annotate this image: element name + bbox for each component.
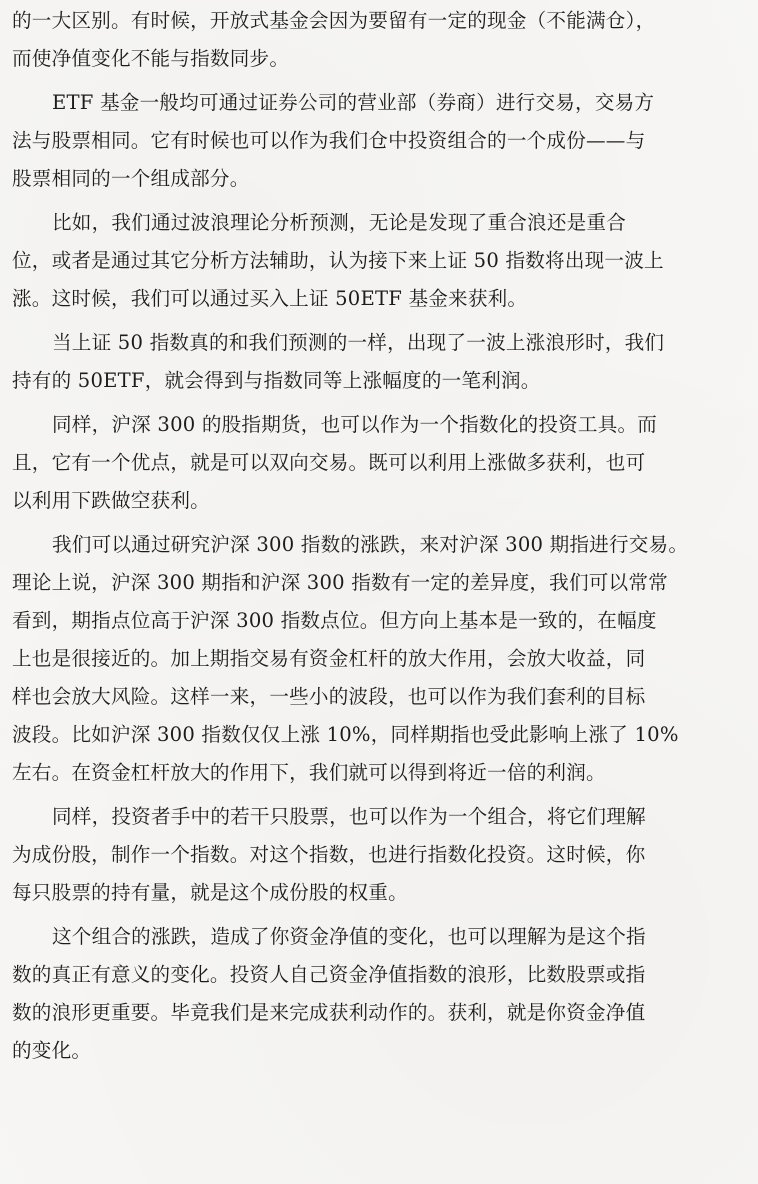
paragraph-5: 同样，沪深 300 的股指期货，也可以作为一个指数化的投资工具。而 且，它有一个优点，就是可以双向交易。既可以利用上涨做多获利，也可 以利用下跌做空获利。: [12, 413, 658, 512]
paragraph-6: 我们可以通过研究沪深 300 指数的涨跌，来对沪深 300 期指进行交易。 理论上说，沪深 300 期指和沪深 300 指数有一定的差异度，我们可以常常 看到，期指点位高于沪深 300 指数点位。但方向上基本是一致的，在幅度 上也是很接近的。加上期指交易有资金杠杆的放大作用，会放大收益，同 样也会放大风险。这样一来，一些小的波段，也可以作为我们套利的目标 波段。比如沪深 300 指数仅仅上涨 10%，同样期指也受此影响上涨了 10% 左右。在资金杠杆放大的作用下，我们就可以得到将近一倍的利润。: [12, 533, 689, 784]
paragraph-1: 的一大区别。有时候，开放式基金会因为要留有一定的现金（不能满仓）， 而使净值变化不能与指数同步。: [12, 9, 656, 70]
paragraph-4: 当上证 50 指数真的和我们预测的一样，出现了一波上涨浪形时，我们 持有的 50ETF，就会得到与指数同等上涨幅度的一笔利润。: [12, 331, 665, 392]
paragraph-3: 比如，我们通过波浪理论分析预测，无论是发现了重合浪还是重合 位，或者是通过其它分析方法辅助，认为接下来上证 50 指数将出现一波上 涨。这时候，我们可以通过买入上证 50ETF 基金来获利。: [12, 211, 664, 310]
paragraph-8: 这个组合的涨跌，造成了你资金净值的变化，也可以理解为是这个指 数的真正有意义的变化。投资人自己资金净值指数的浪形，比数股票或指 数的浪形更重要。毕竟我们是来完成获利动作的。获利，就是你资金净值 的变化。: [12, 925, 646, 1062]
paragraph-7: 同样，投资者手中的若干只股票，也可以作为一个组合，将它们理解 为成份股，制作一个指数。对这个指数，也进行指数化投资。这时候，你 每只股票的持有量，就是这个成份股的权重。: [12, 805, 646, 904]
paragraph-2: ETF 基金一般均可通过证券公司的营业部（券商）进行交易，交易方 法与股票相同。它有时候也可以作为我们仓中投资组合的一个成份——与 股票相同的一个组成部分。: [12, 91, 655, 190]
